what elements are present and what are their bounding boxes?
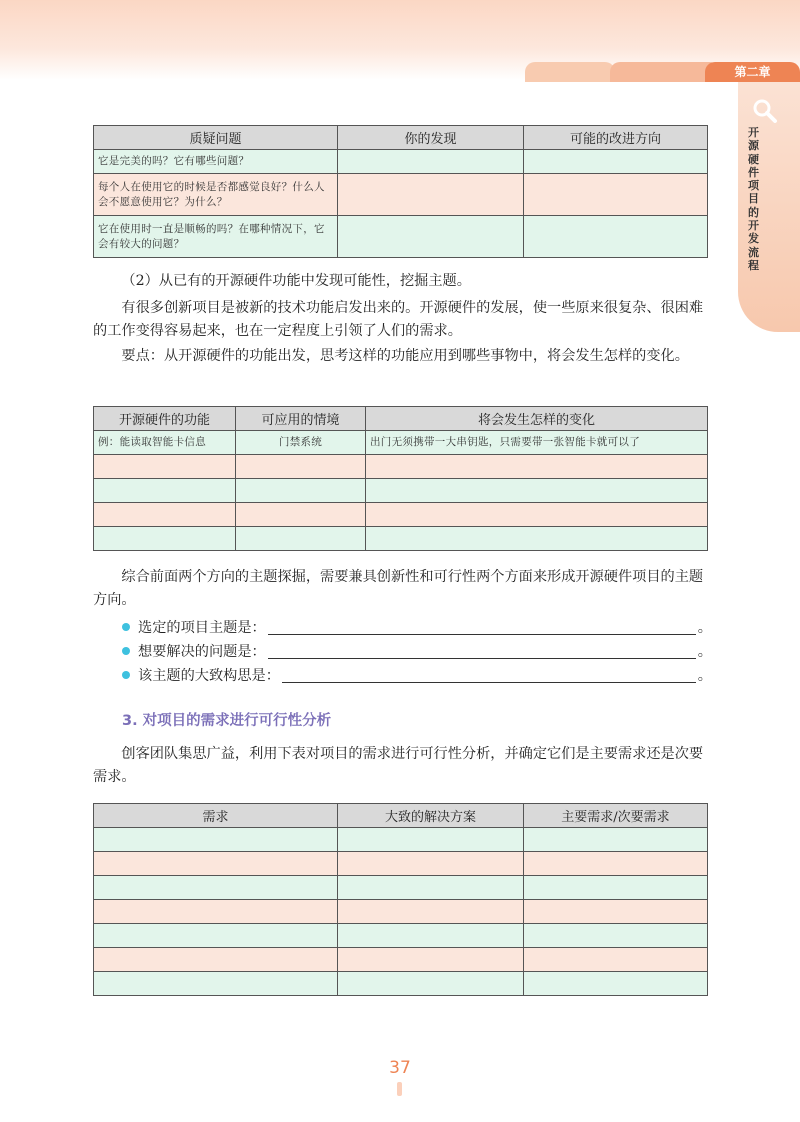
bullet-label: 想要解决的问题是： [138,644,266,660]
table-header: 需求 [94,804,338,828]
table-cell[interactable] [236,455,366,479]
paragraph: 综合前面两个方向的主题探掘，需要兼具创新性和可行性两个方面来形成开源硬件项目的主题方向。 [93,569,704,608]
table-header: 你的发现 [338,126,524,150]
table-cell[interactable] [338,828,524,852]
table-cell[interactable] [94,479,236,503]
table-cell[interactable] [338,216,524,258]
function-table [93,406,708,551]
table-cell[interactable] [94,924,338,948]
table-cell: 它在使用时一直是顺畅的吗？在哪种情况下，它会有较大的问题？ [94,216,338,258]
table-cell: 出门无须携带一大串钥匙，只需要带一张智能卡就可以了 [366,431,708,455]
table-cell[interactable] [338,876,524,900]
bullet-item [122,617,712,637]
tab-decor-2 [610,62,720,82]
bullet-label: 选定的项目主题是： [138,620,266,636]
chapter-tab: 第二章 [705,62,800,82]
table-cell[interactable] [236,527,366,551]
table-cell[interactable] [94,948,338,972]
table-cell[interactable] [338,852,524,876]
table-cell[interactable] [366,503,708,527]
tab-decor-1 [525,62,615,82]
fill-in-line[interactable] [282,668,696,683]
bullet-item [122,641,712,661]
table-cell[interactable] [94,527,236,551]
fill-in-line[interactable] [268,644,696,659]
table-cell[interactable] [366,455,708,479]
side-chapter-title: 开源硬件项目的开发流程 [748,126,759,272]
table-cell: 门禁系统 [236,431,366,455]
table-cell[interactable] [524,174,708,216]
bullet-end: 。 [697,620,712,636]
table-cell[interactable] [524,216,708,258]
section-title: 3. 对项目的需求进行可行性分析 [122,713,332,729]
table-cell[interactable] [338,924,524,948]
magnifier-icon [752,98,778,124]
bullet-dot-icon [122,647,130,655]
table-cell[interactable] [338,900,524,924]
question-table [93,125,708,258]
paragraph: 要点：从开源硬件的功能出发，思考这样的功能应用到哪些事物中，将会发生怎样的变化。 [121,348,689,364]
paragraph: （2）从已有的开源硬件功能中发现可能性，挖掘主题。 [121,273,471,289]
page-number: 37 [389,1058,411,1078]
bullet-end: 。 [697,668,712,684]
table-cell[interactable] [366,479,708,503]
table-cell[interactable] [94,972,338,996]
table-cell[interactable] [94,455,236,479]
bullet-label: 该主题的大致构思是： [138,668,280,684]
table-cell[interactable] [338,972,524,996]
bullet-dot-icon [122,623,130,631]
table-cell[interactable] [524,876,708,900]
table-header: 可能的改进方向 [524,126,708,150]
table-header: 质疑问题 [94,126,338,150]
paragraph: 创客团队集思广益，利用下表对项目的需求进行可行性分析，并确定它们是主要需求还是次要需求。 [93,746,704,785]
table-header: 可应用的情境 [236,407,366,431]
paragraph: 有很多创新项目是被新的技术功能启发出来的。开源硬件的发展，使一些原来很复杂、很困难的工作变得容易起来，也在一定程度上引领了人们的需求。 [93,300,704,339]
table-cell[interactable] [338,948,524,972]
fill-in-line[interactable] [268,620,696,635]
table-cell[interactable] [524,948,708,972]
table-cell[interactable] [524,150,708,174]
table-cell[interactable] [524,828,708,852]
bullet-end: 。 [697,644,712,660]
table-cell[interactable] [524,924,708,948]
table-cell[interactable] [524,852,708,876]
table-header: 将会发生怎样的变化 [366,407,708,431]
table-cell: 例：能读取智能卡信息 [94,431,236,455]
table-cell[interactable] [94,900,338,924]
table-cell: 每个人在使用它的时候是否都感觉良好？什么人会不愿意使用它？为什么？ [94,174,338,216]
table-cell[interactable] [94,876,338,900]
table-cell[interactable] [94,503,236,527]
table-cell: 它是完美的吗？它有哪些问题？ [94,150,338,174]
chapter-tabs [525,62,800,82]
bullet-item [122,665,712,685]
table-cell[interactable] [94,828,338,852]
table-cell[interactable] [338,174,524,216]
table-cell[interactable] [524,900,708,924]
table-header: 开源硬件的功能 [94,407,236,431]
table-cell[interactable] [524,972,708,996]
table-header: 大致的解决方案 [338,804,524,828]
page-marker [397,1082,402,1096]
table-cell[interactable] [338,150,524,174]
table-header: 主要需求/次要需求 [524,804,708,828]
bullet-dot-icon [122,671,130,679]
table-cell[interactable] [94,852,338,876]
table-cell[interactable] [236,503,366,527]
requirement-table [93,803,708,996]
table-cell[interactable] [366,527,708,551]
table-cell[interactable] [236,479,366,503]
